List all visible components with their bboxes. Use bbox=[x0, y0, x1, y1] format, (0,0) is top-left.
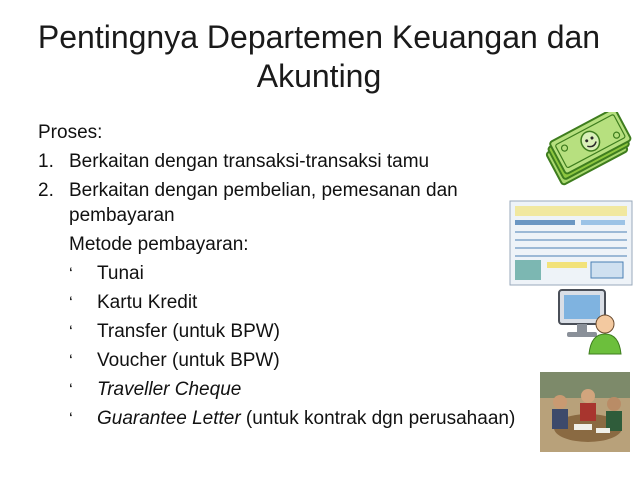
slide-title bbox=[20, 18, 618, 96]
numbered-item-1 bbox=[38, 147, 558, 176]
method-text-italic: Guarantee Letter bbox=[97, 408, 241, 429]
bullet-mark: ‘ bbox=[69, 409, 73, 428]
bullet-mark: ‘ bbox=[69, 264, 73, 283]
method-label: Metode pembayaran: bbox=[69, 234, 249, 255]
method-label-line bbox=[38, 230, 558, 259]
method-item bbox=[38, 346, 558, 375]
method-item bbox=[38, 375, 558, 404]
numbered-item-2-continuation bbox=[38, 201, 558, 230]
slide-body bbox=[38, 118, 558, 433]
method-text: Transfer (untuk BPW) bbox=[97, 321, 281, 342]
method-item bbox=[38, 288, 558, 317]
method-item bbox=[38, 404, 558, 433]
money-clipart-icon bbox=[542, 112, 632, 197]
computer-user-clipart-icon bbox=[553, 286, 623, 361]
slide-title-line-2: Akunting bbox=[256, 58, 382, 94]
meeting-photo-icon bbox=[540, 372, 630, 457]
receipt-clipart-icon bbox=[509, 200, 633, 291]
method-item bbox=[38, 259, 558, 288]
method-text-mixed bbox=[97, 404, 515, 433]
bullet-mark: ‘ bbox=[69, 380, 73, 399]
intro-line bbox=[38, 118, 558, 147]
item-text: Berkaitan dengan transaksi-transaksi tamu bbox=[69, 151, 430, 172]
method-text: Voucher (untuk BPW) bbox=[97, 350, 280, 371]
method-item bbox=[38, 317, 558, 346]
method-text: Tunai bbox=[97, 263, 144, 284]
method-text: Kartu Kredit bbox=[97, 292, 198, 313]
item-text-continuation: pembayaran bbox=[69, 205, 175, 226]
item-number: 2. bbox=[38, 180, 54, 201]
method-text-rest: (untuk kontrak dgn perusahaan) bbox=[240, 408, 516, 429]
method-text-italic: Traveller Cheque bbox=[97, 379, 242, 400]
intro-text: Proses: bbox=[38, 122, 103, 143]
item-number: 1. bbox=[38, 151, 54, 172]
bullet-mark: ‘ bbox=[69, 293, 73, 312]
item-text: Berkaitan dengan pembelian, pemesanan dan bbox=[69, 180, 458, 201]
slide-title-line-1: Pentingnya Departemen Keuangan dan bbox=[37, 19, 601, 55]
bullet-mark: ‘ bbox=[69, 351, 73, 370]
bullet-mark: ‘ bbox=[69, 322, 73, 341]
